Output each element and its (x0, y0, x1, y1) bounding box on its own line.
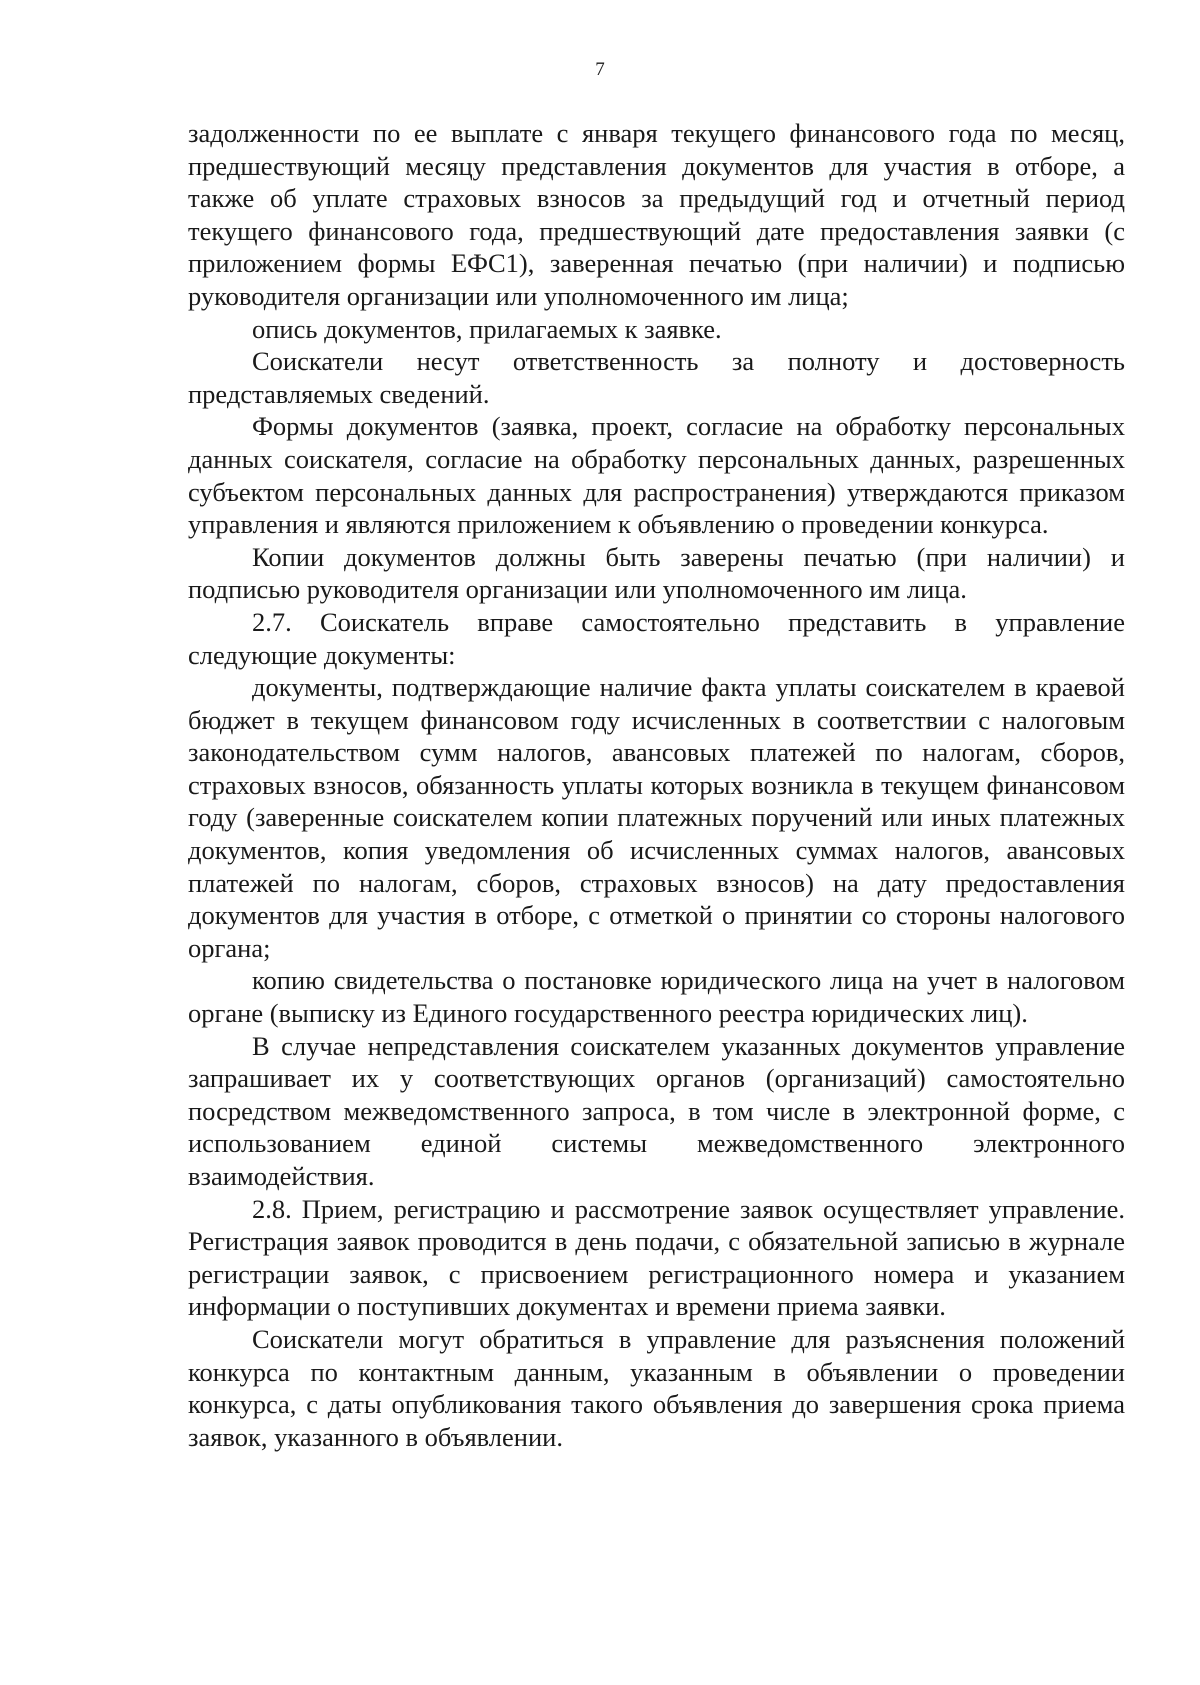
paragraph-document-forms: Формы документов (заявка, проект, согласие на обработку персональных данных соискателя, согласие на обработку персональных данных, разрешенных субъектом персональных данных для распространения) утверждаются приказом управления и являются приложением к объявлению о проведении конкурса. (188, 411, 1125, 540)
paragraph-inventory: опись документов, прилагаемых к заявке. (252, 313, 722, 344)
paragraph-registration-certificate: копию свидетельства о постановке юридического лица на учет в налоговом органе (выписку из Единого государственного реестра юридических лиц). (188, 965, 1125, 1029)
paragraph-copies: Копии документов должны быть заверены печатью (при наличии) и подписью руководителя организации или уполномоченного им лица. (188, 541, 1125, 605)
paragraph-section-2-8: 2.8. Прием, регистрацию и рассмотрение заявок осуществляет управление. Регистрация заявок проводится в день подачи, с обязательной записью в журнале регистрации заявок, с присвоением регистрационного номера и указанием информации о поступивших документах и времени приема заявки. (188, 1193, 1125, 1322)
paragraph-interagency-request: В случае непредставления соискателем указанных документов управление запрашивает их у соответствующих органов (организаций) самостоятельно посредством межведомственного запроса, в том числе в электронной форме, с использованием единой системы межведомственного электронного взаимодействия. (188, 1030, 1125, 1191)
paragraph-responsibility: Соискатели несут ответственность за полноту и достоверность представляемых сведений. (188, 346, 1125, 409)
paragraph-clarifications: Соискатели могут обратиться в управление для разъяснения положений конкурса по контактным данным, указанным в объявлении о проведении конкурса, с даты опубликования такого объявления до завершения срока приема заявок, указанного в объявлении. (188, 1323, 1125, 1452)
document-body (188, 117, 1125, 1453)
paragraph-section-2-7: 2.7. Соискатель вправе самостоятельно представить в управление следующие документы: (188, 606, 1125, 670)
page-number: 7 (595, 59, 605, 80)
paragraph-tax-documents: документы, подтверждающие наличие факта уплаты соискателем в краевой бюджет в текущем финансовом году исчисленных в соответствии с налоговым законодательством сумм налогов, авансовых платежей по налогам, сборов, страховых взносов, обязанность уплаты которых возникла в текущем финансовом году (заверенные соискателем копии платежных поручений или иных платежных документов, копия уведомления об исчисленных суммах налогов, авансовых платежей по налогам, сборов, страховых взносов) на дату предоставления документов для участия в отборе, с отметкой о принятии со стороны налогового органа; (188, 672, 1125, 963)
paragraph-continuation: задолженности по ее выплате с января текущего финансового года по месяц, предшествующий месяцу представления документов для участия в отборе, а также об уплате страховых взносов за предыдущий год и отчетный период текущего финансового года, предшествующий дате предоставления заявки (с приложением формы ЕФС1), заверенная печатью (при наличии) и подписью руководителя организации или уполномоченного им лица; (188, 118, 1125, 311)
